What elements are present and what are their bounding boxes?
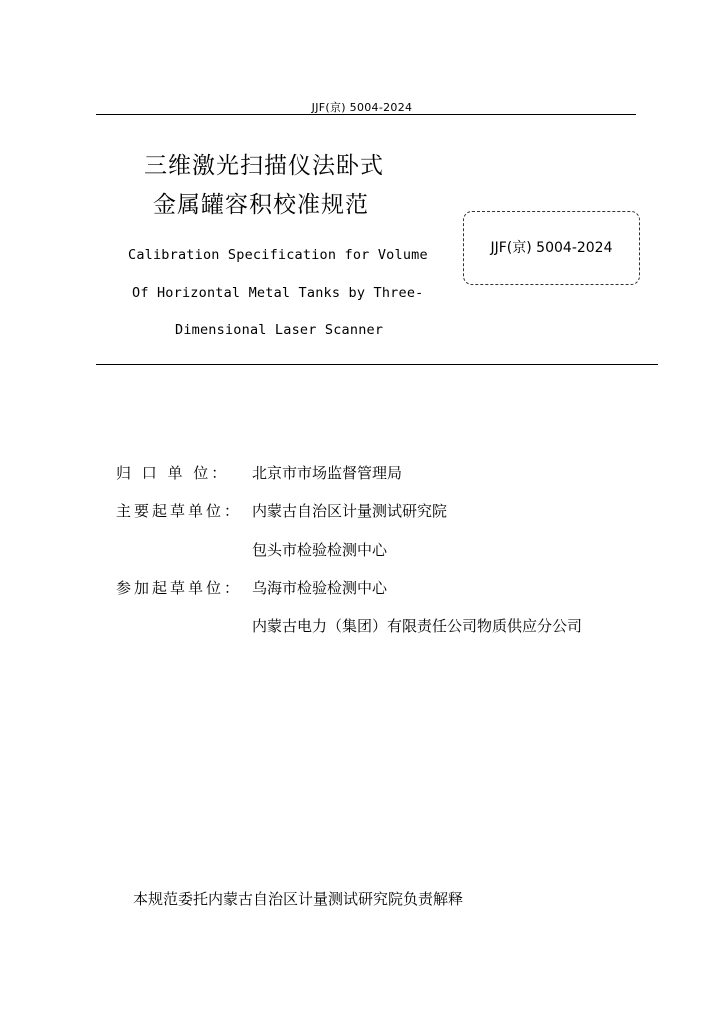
- title-divider: [96, 364, 658, 365]
- interpretation-note: 本规范委托内蒙古自治区计量测试研究院负责解释: [133, 890, 464, 908]
- header-divider: [96, 114, 636, 115]
- document-code-box: [463, 211, 640, 285]
- responsible-unit-value: 北京市市场监督管理局: [252, 464, 403, 482]
- participating-drafting-unit-2: 内蒙古电力（集团）有限责任公司物质供应分公司: [252, 617, 583, 635]
- main-drafting-unit-2: 包头市检验检测中心: [252, 541, 388, 559]
- title-english-line-2: Of Horizontal Metal Tanks by Three-: [132, 285, 424, 301]
- title-chinese-line-2: 金属罐容积校准规范: [153, 192, 369, 218]
- header-document-code: JJF(京) 5004-2024: [311, 101, 413, 114]
- document-code-box-text: JJF(京) 5004-2024: [490, 240, 613, 256]
- participating-drafting-unit-1: 乌海市检验检测中心: [252, 579, 388, 597]
- responsible-unit-label: 归 口 单 位：: [116, 464, 230, 482]
- main-drafting-unit-label: 主要起草单位：: [116, 502, 243, 520]
- participating-drafting-unit-label: 参加起草单位：: [116, 579, 243, 597]
- title-chinese-line-1: 三维激光扫描仪法卧式: [144, 153, 384, 179]
- title-english-line-1: Calibration Specification for Volume: [128, 247, 428, 263]
- main-drafting-unit-1: 内蒙古自治区计量测试研究院: [252, 502, 448, 520]
- title-english-line-3: Dimensional Laser Scanner: [175, 322, 384, 338]
